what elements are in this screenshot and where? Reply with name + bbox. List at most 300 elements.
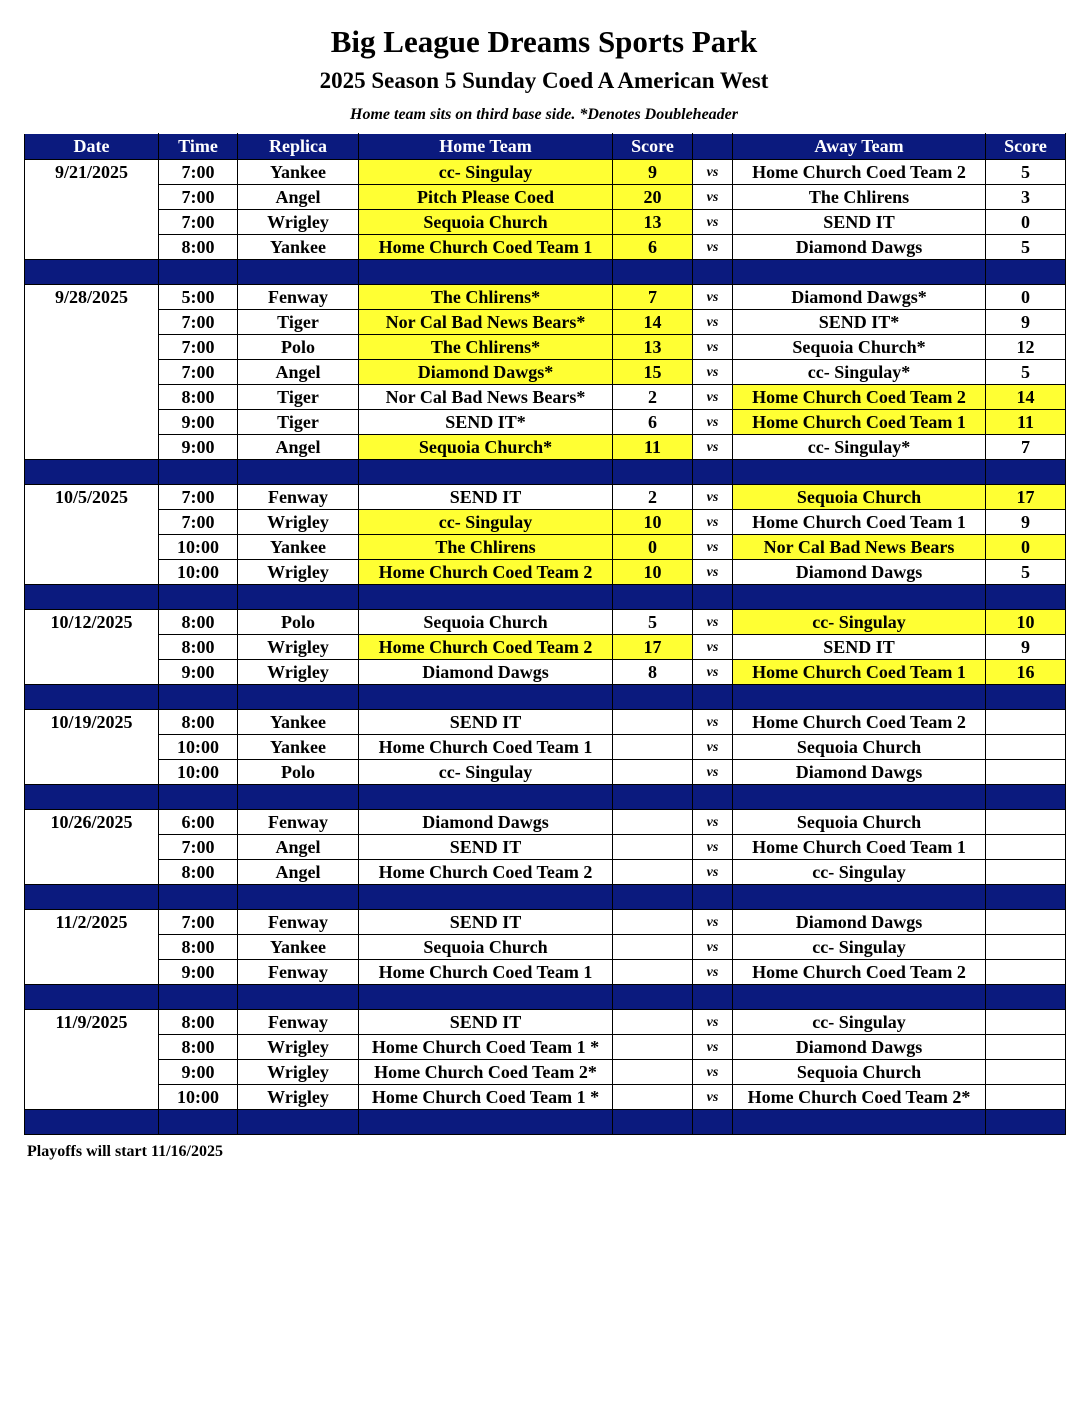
home-score-cell: 0 [613,535,693,560]
week-separator-row [25,585,1066,610]
away-score-cell: 9 [986,510,1066,535]
separator-cell [25,685,159,710]
replica-cell: Yankee [238,535,359,560]
vs-cell: vs [693,760,733,785]
vs-cell: vs [693,610,733,635]
away-score-cell: 9 [986,310,1066,335]
separator-cell [613,985,693,1010]
away-team-cell: Home Church Coed Team 1 [733,835,986,860]
away-score-cell: 14 [986,385,1066,410]
table-row [25,510,1066,535]
separator-cell [693,585,733,610]
away-score-cell [986,810,1066,835]
away-score-cell: 11 [986,410,1066,435]
date-cell [25,560,159,585]
table-row [25,410,1066,435]
time-cell: 7:00 [159,310,238,335]
replica-cell: Wrigley [238,510,359,535]
home-score-cell: 14 [613,310,693,335]
week-separator-row [25,885,1066,910]
vs-cell: vs [693,385,733,410]
date-cell: 9/21/2025 [25,160,159,185]
away-score-cell [986,760,1066,785]
home-score-cell [613,1085,693,1110]
table-row [25,160,1066,185]
vs-cell: vs [693,310,733,335]
replica-cell: Tiger [238,385,359,410]
schedule-table [24,133,1066,1135]
table-row [25,385,1066,410]
table-row [25,860,1066,885]
table-row [25,1060,1066,1085]
time-cell: 9:00 [159,660,238,685]
time-cell: 8:00 [159,635,238,660]
time-cell: 10:00 [159,760,238,785]
separator-cell [159,1110,238,1135]
replica-cell: Yankee [238,160,359,185]
date-cell [25,510,159,535]
home-score-cell [613,735,693,760]
home-team-cell: Home Church Coed Team 2* [359,1060,613,1085]
away-score-cell [986,935,1066,960]
home-score-cell: 8 [613,660,693,685]
separator-cell [613,885,693,910]
home-score-cell: 15 [613,360,693,385]
away-team-cell: cc- Singulay [733,935,986,960]
separator-cell [733,460,986,485]
replica-cell: Wrigley [238,1035,359,1060]
away-score-cell: 5 [986,560,1066,585]
vs-cell: vs [693,185,733,210]
table-row [25,710,1066,735]
separator-cell [359,785,613,810]
home-score-cell: 6 [613,235,693,260]
col-away-score: Score [986,134,1066,160]
home-score-cell: 20 [613,185,693,210]
time-cell: 8:00 [159,610,238,635]
table-row [25,235,1066,260]
vs-cell: vs [693,1060,733,1085]
schedule-body [25,160,1066,1135]
table-row [25,610,1066,635]
away-team-cell: Diamond Dawgs [733,560,986,585]
date-cell [25,235,159,260]
replica-cell: Angel [238,835,359,860]
home-score-cell [613,960,693,985]
date-cell [25,335,159,360]
away-score-cell: 17 [986,485,1066,510]
week-separator-row [25,260,1066,285]
separator-cell [693,785,733,810]
time-cell: 7:00 [159,510,238,535]
separator-cell [238,260,359,285]
date-cell [25,960,159,985]
date-cell: 10/12/2025 [25,610,159,635]
away-score-cell [986,960,1066,985]
page-title: Big League Dreams Sports Park [330,24,758,59]
home-team-cell: Sequoia Church* [359,435,613,460]
away-team-cell: Diamond Dawgs [733,235,986,260]
separator-cell [693,685,733,710]
replica-cell: Fenway [238,285,359,310]
table-row [25,635,1066,660]
vs-cell: vs [693,335,733,360]
home-team-cell: Diamond Dawgs* [359,360,613,385]
separator-cell [693,1110,733,1135]
home-score-cell: 11 [613,435,693,460]
week-separator-row [25,685,1066,710]
replica-cell: Polo [238,760,359,785]
header-row [25,134,1066,160]
time-cell: 9:00 [159,1060,238,1085]
away-score-cell: 9 [986,635,1066,660]
week-separator-row [25,460,1066,485]
date-cell [25,210,159,235]
separator-cell [986,685,1066,710]
away-team-cell: cc- Singulay [733,860,986,885]
date-cell [25,1035,159,1060]
col-home-team: Home Team [359,134,613,160]
separator-cell [359,685,613,710]
separator-cell [25,985,159,1010]
separator-cell [613,1110,693,1135]
date-cell: 10/26/2025 [25,810,159,835]
separator-cell [25,260,159,285]
away-team-cell: Diamond Dawgs [733,760,986,785]
away-score-cell [986,1085,1066,1110]
vs-cell: vs [693,910,733,935]
separator-cell [238,785,359,810]
separator-cell [733,885,986,910]
away-team-cell: cc- Singulay* [733,360,986,385]
home-score-cell [613,860,693,885]
separator-cell [25,460,159,485]
away-team-cell: Sequoia Church [733,810,986,835]
vs-cell: vs [693,360,733,385]
separator-cell [238,985,359,1010]
home-score-cell [613,760,693,785]
separator-cell [733,785,986,810]
away-score-cell: 0 [986,535,1066,560]
away-team-cell: Home Church Coed Team 2* [733,1085,986,1110]
home-team-cell: Home Church Coed Team 1 [359,235,613,260]
home-team-cell: Home Church Coed Team 2 [359,560,613,585]
vs-cell: vs [693,410,733,435]
week-separator-row [25,1110,1066,1135]
col-away-team: Away Team [733,134,986,160]
separator-cell [159,260,238,285]
home-team-cell: Sequoia Church [359,935,613,960]
away-team-cell: Home Church Coed Team 1 [733,660,986,685]
date-cell [25,935,159,960]
separator-cell [359,1110,613,1135]
replica-cell: Yankee [238,935,359,960]
vs-cell: vs [693,635,733,660]
away-team-cell: Diamond Dawgs [733,910,986,935]
away-team-cell: Home Church Coed Team 2 [733,385,986,410]
date-cell: 9/28/2025 [25,285,159,310]
time-cell: 9:00 [159,960,238,985]
away-score-cell [986,860,1066,885]
separator-cell [986,885,1066,910]
separator-cell [693,460,733,485]
date-cell: 11/9/2025 [25,1010,159,1035]
away-team-cell: Diamond Dawgs [733,1035,986,1060]
time-cell: 8:00 [159,235,238,260]
week-separator-row [25,985,1066,1010]
home-score-cell [613,1035,693,1060]
home-score-cell: 6 [613,410,693,435]
home-score-cell [613,935,693,960]
home-team-cell: SEND IT [359,485,613,510]
separator-cell [359,885,613,910]
replica-cell: Angel [238,360,359,385]
date-cell [25,760,159,785]
replica-cell: Angel [238,860,359,885]
table-row [25,560,1066,585]
separator-cell [159,585,238,610]
home-score-cell [613,1010,693,1035]
date-cell [25,735,159,760]
home-team-cell: Pitch Please Coed [359,185,613,210]
date-cell [25,385,159,410]
time-cell: 8:00 [159,710,238,735]
time-cell: 7:00 [159,360,238,385]
away-score-cell: 3 [986,185,1066,210]
separator-cell [613,260,693,285]
date-cell [25,310,159,335]
separator-cell [159,785,238,810]
vs-cell: vs [693,860,733,885]
date-cell [25,860,159,885]
home-team-cell: Home Church Coed Team 2 [359,635,613,660]
time-cell: 9:00 [159,410,238,435]
separator-cell [238,685,359,710]
date-cell [25,660,159,685]
away-score-cell: 5 [986,160,1066,185]
away-score-cell: 5 [986,360,1066,385]
replica-cell: Polo [238,610,359,635]
date-cell: 11/2/2025 [25,910,159,935]
separator-cell [359,260,613,285]
home-team-cell: The Chlirens* [359,285,613,310]
away-score-cell [986,735,1066,760]
table-row [25,660,1066,685]
home-team-cell: Sequoia Church [359,610,613,635]
replica-cell: Wrigley [238,635,359,660]
table-row [25,935,1066,960]
replica-cell: Fenway [238,485,359,510]
table-row [25,360,1066,385]
time-cell: 10:00 [159,560,238,585]
replica-cell: Wrigley [238,210,359,235]
separator-cell [613,460,693,485]
separator-cell [25,585,159,610]
separator-cell [693,260,733,285]
vs-cell: vs [693,485,733,510]
vs-cell: vs [693,1085,733,1110]
separator-cell [359,585,613,610]
replica-cell: Fenway [238,1010,359,1035]
home-team-cell: cc- Singulay [359,510,613,535]
home-score-cell [613,910,693,935]
col-date: Date [25,134,159,160]
home-score-cell: 17 [613,635,693,660]
away-score-cell: 0 [986,210,1066,235]
away-team-cell: Diamond Dawgs* [733,285,986,310]
vs-cell: vs [693,835,733,860]
separator-cell [986,1110,1066,1135]
away-team-cell: Home Church Coed Team 2 [733,160,986,185]
vs-cell: vs [693,160,733,185]
table-row [25,335,1066,360]
table-row [25,1010,1066,1035]
vs-cell: vs [693,235,733,260]
replica-cell: Fenway [238,810,359,835]
replica-cell: Angel [238,185,359,210]
home-score-cell [613,1060,693,1085]
home-score-cell: 2 [613,485,693,510]
home-team-cell: Sequoia Church [359,210,613,235]
vs-cell: vs [693,1010,733,1035]
away-score-cell [986,1035,1066,1060]
time-cell: 10:00 [159,735,238,760]
vs-cell: vs [693,510,733,535]
separator-cell [693,885,733,910]
home-team-cell: Diamond Dawgs [359,660,613,685]
date-cell: 10/5/2025 [25,485,159,510]
replica-cell: Yankee [238,710,359,735]
vs-cell: vs [693,960,733,985]
separator-cell [238,460,359,485]
replica-cell: Yankee [238,735,359,760]
col-home-score: Score [613,134,693,160]
away-team-cell: Sequoia Church [733,735,986,760]
table-row [25,810,1066,835]
home-team-cell: Nor Cal Bad News Bears* [359,310,613,335]
separator-cell [25,785,159,810]
away-team-cell: Home Church Coed Team 2 [733,710,986,735]
home-score-cell: 10 [613,560,693,585]
separator-cell [986,585,1066,610]
replica-cell: Fenway [238,910,359,935]
vs-cell: vs [693,710,733,735]
away-score-cell: 5 [986,235,1066,260]
table-row [25,210,1066,235]
vs-cell: vs [693,935,733,960]
time-cell: 10:00 [159,1085,238,1110]
table-row [25,185,1066,210]
away-team-cell: Sequoia Church [733,485,986,510]
replica-cell: Wrigley [238,660,359,685]
date-cell [25,410,159,435]
vs-cell: vs [693,285,733,310]
home-team-cell: SEND IT* [359,410,613,435]
separator-cell [986,260,1066,285]
separator-cell [613,585,693,610]
away-team-cell: cc- Singulay [733,610,986,635]
home-score-cell: 2 [613,385,693,410]
home-team-cell: Home Church Coed Team 1 [359,735,613,760]
time-cell: 8:00 [159,1035,238,1060]
date-cell [25,1085,159,1110]
home-score-cell: 7 [613,285,693,310]
away-team-cell: SEND IT [733,635,986,660]
separator-cell [613,785,693,810]
replica-cell: Wrigley [238,1085,359,1110]
replica-cell: Tiger [238,410,359,435]
table-row [25,1085,1066,1110]
away-score-cell [986,910,1066,935]
separator-cell [986,985,1066,1010]
separator-cell [733,585,986,610]
schedule-note: Home team sits on third base side. *Denotes Doubleheader [350,106,738,123]
table-row [25,960,1066,985]
away-score-cell [986,1060,1066,1085]
home-team-cell: SEND IT [359,710,613,735]
away-team-cell: cc- Singulay [733,1010,986,1035]
playoffs-note: Playoffs will start 11/16/2025 [27,1143,223,1160]
replica-cell: Yankee [238,235,359,260]
separator-cell [359,460,613,485]
home-team-cell: Home Church Coed Team 1 * [359,1035,613,1060]
away-score-cell: 0 [986,285,1066,310]
home-score-cell: 9 [613,160,693,185]
away-score-cell: 10 [986,610,1066,635]
home-team-cell: The Chlirens [359,535,613,560]
time-cell: 7:00 [159,910,238,935]
page-subtitle: 2025 Season 5 Sunday Coed A American West [319,68,769,93]
home-team-cell: SEND IT [359,1010,613,1035]
separator-cell [733,985,986,1010]
separator-cell [238,585,359,610]
time-cell: 9:00 [159,435,238,460]
home-team-cell: The Chlirens* [359,335,613,360]
away-team-cell: Nor Cal Bad News Bears [733,535,986,560]
home-team-cell: SEND IT [359,835,613,860]
table-row [25,535,1066,560]
home-team-cell: Home Church Coed Team 1 * [359,1085,613,1110]
away-team-cell: The Chlirens [733,185,986,210]
replica-cell: Polo [238,335,359,360]
table-row [25,835,1066,860]
table-row [25,760,1066,785]
away-team-cell: Home Church Coed Team 2 [733,960,986,985]
away-team-cell: SEND IT [733,210,986,235]
date-cell [25,360,159,385]
time-cell: 10:00 [159,535,238,560]
vs-cell: vs [693,210,733,235]
separator-cell [359,985,613,1010]
away-score-cell [986,1010,1066,1035]
home-team-cell: Home Church Coed Team 1 [359,960,613,985]
home-team-cell: cc- Singulay [359,760,613,785]
separator-cell [25,1110,159,1135]
away-team-cell: cc- Singulay* [733,435,986,460]
replica-cell: Wrigley [238,560,359,585]
date-cell [25,635,159,660]
date-cell [25,435,159,460]
home-team-cell: SEND IT [359,910,613,935]
date-cell [25,1060,159,1085]
table-row [25,485,1066,510]
home-team-cell: Home Church Coed Team 2 [359,860,613,885]
away-team-cell: Home Church Coed Team 1 [733,510,986,535]
col-vs [693,134,733,160]
replica-cell: Fenway [238,960,359,985]
time-cell: 7:00 [159,160,238,185]
col-time: Time [159,134,238,160]
